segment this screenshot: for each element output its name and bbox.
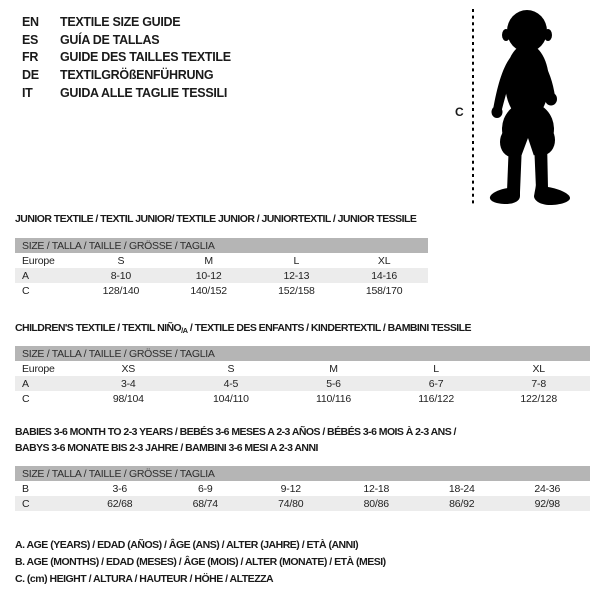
language-title: TEXTILE SIZE GUIDE: [60, 14, 181, 29]
size-cell: 5-6: [326, 377, 341, 390]
size-cell: L: [433, 362, 439, 375]
row-label: B: [22, 482, 29, 495]
size-cell: 9-12: [280, 482, 301, 495]
size-cell: 122/128: [520, 392, 557, 405]
size-cell: 140/152: [190, 284, 227, 297]
language-title: TEXTILGRÖßENFÜHRUNG: [60, 67, 214, 82]
size-cell: 128/140: [102, 284, 140, 297]
size-cell: 110/116: [315, 392, 351, 405]
language-title: GUÍA DE TALLAS: [60, 32, 160, 47]
legend-line-c: C. (cm) HEIGHT / ALTURA / HAUTEUR / HÖHE / ALTEZZA: [15, 572, 274, 585]
size-cell: 104/110: [213, 392, 249, 405]
size-cell: 98/104: [112, 392, 144, 405]
language-code: ES: [22, 32, 39, 47]
measure-label-c: C: [455, 105, 464, 119]
section-title-line2: BABYS 3-6 MONATE BIS 2-3 JAHRE / BAMBINI 3-6 MESI A 2-3 ANNI: [15, 442, 318, 454]
size-cell: 68/74: [192, 497, 218, 510]
size-cell: 158/170: [365, 284, 403, 297]
row-label: A: [22, 269, 29, 282]
row-label: C: [22, 392, 30, 405]
language-title: GUIDE DES TAILLES TEXTILE: [60, 50, 231, 65]
size-cell: 152/158: [278, 284, 315, 297]
section-title-line1: BABIES 3-6 MONTH TO 2-3 YEARS / BEBÉS 3-6 MESES A 2-3 AÑOS / BÉBÉS 3-6 MOIS À 2-3 ANS /: [15, 426, 456, 438]
language-code: DE: [22, 67, 39, 82]
size-header-bar: SIZE / TALLA / TAILLE / GRÖSSE / TAGLIA: [15, 346, 590, 361]
legend-line-a: A. AGE (YEARS) / EDAD (AÑOS) / ÂGE (ANS) / ALTER (JAHRE) / ETÀ (ANNI): [15, 539, 359, 551]
table-row: [15, 481, 590, 496]
size-cell: 14-16: [371, 269, 398, 282]
size-table-junior: [15, 238, 428, 298]
size-cell: 6-9: [197, 482, 213, 495]
size-cell: 80/86: [363, 497, 389, 510]
size-cell: 10-12: [195, 269, 222, 282]
section-title-children: [15, 320, 471, 337]
size-cell: XL: [377, 254, 391, 267]
toddler-silhouette: [486, 8, 578, 208]
table-row: [15, 391, 590, 406]
language-code: IT: [22, 85, 33, 100]
size-cell: 18-24: [448, 482, 475, 495]
size-cell: L: [293, 254, 300, 267]
size-cell: 3-4: [121, 377, 136, 390]
height-figure: [0, 0, 600, 215]
size-cell: S: [117, 254, 125, 267]
size-cell: 74/80: [278, 497, 304, 510]
size-cell: 24-36: [534, 482, 561, 495]
table-row: [15, 283, 428, 298]
row-label: Europe: [22, 254, 55, 267]
size-cell: 116/122: [418, 392, 454, 405]
size-cell: XS: [121, 362, 136, 375]
size-cell: 3-6: [112, 482, 128, 495]
table-row: [15, 361, 590, 376]
size-cell: 4-5: [223, 377, 239, 390]
legend-line-b: B. AGE (MONTHS) / EDAD (MESES) / ÂGE (MOIS) / ALTER (MONATE) / ETÀ (MESI): [15, 555, 386, 568]
table-row: [15, 376, 590, 391]
row-label: Europe: [22, 362, 55, 375]
section-title-junior: JUNIOR TEXTILE / TEXTIL JUNIOR/ TEXTILE JUNIOR / JUNIORTEXTIL / JUNIOR TESSILE: [15, 213, 417, 225]
row-label: C: [22, 497, 30, 510]
size-cell: 92/98: [534, 497, 560, 510]
size-cell: M: [204, 254, 213, 267]
row-label: A: [22, 377, 29, 390]
height-measure-line: [471, 7, 475, 207]
size-header-bar: SIZE / TALLA / TAILLE / GRÖSSE / TAGLIA: [15, 466, 590, 481]
size-cell: S: [227, 362, 235, 375]
section-title-babies: [15, 424, 456, 456]
row-label: C: [22, 284, 30, 297]
section-title-text: / TEXTILE DES ENFANTS / KINDERTEXTIL / BAMBINI TESSILE: [187, 322, 471, 334]
size-cell: 62/68: [107, 497, 133, 510]
size-cell: 12-13: [283, 269, 310, 282]
section-title-subscript: /A: [181, 326, 188, 335]
table-row: [15, 253, 428, 268]
size-cell: 86/92: [449, 497, 475, 510]
table-row: [15, 268, 428, 283]
size-cell: 6-7: [428, 377, 444, 390]
size-cell: XL: [532, 362, 545, 375]
language-title: GUIDA ALLE TAGLIE TESSILI: [60, 85, 228, 100]
size-table-babies: [15, 466, 590, 511]
language-code: EN: [22, 14, 39, 29]
size-cell: 8-10: [110, 269, 131, 282]
legend: [15, 537, 386, 587]
size-cell: 7-8: [531, 377, 546, 390]
size-header-bar: SIZE / TALLA / TAILLE / GRÖSSE / TAGLIA: [15, 238, 428, 253]
size-table-children: [15, 346, 590, 406]
section-title-text: CHILDREN'S TEXTILE / TEXTIL NIÑO: [15, 322, 182, 334]
language-code: FR: [22, 50, 39, 65]
size-cell: 12-18: [363, 482, 390, 495]
size-cell: M: [329, 362, 338, 375]
table-row: [15, 496, 590, 511]
